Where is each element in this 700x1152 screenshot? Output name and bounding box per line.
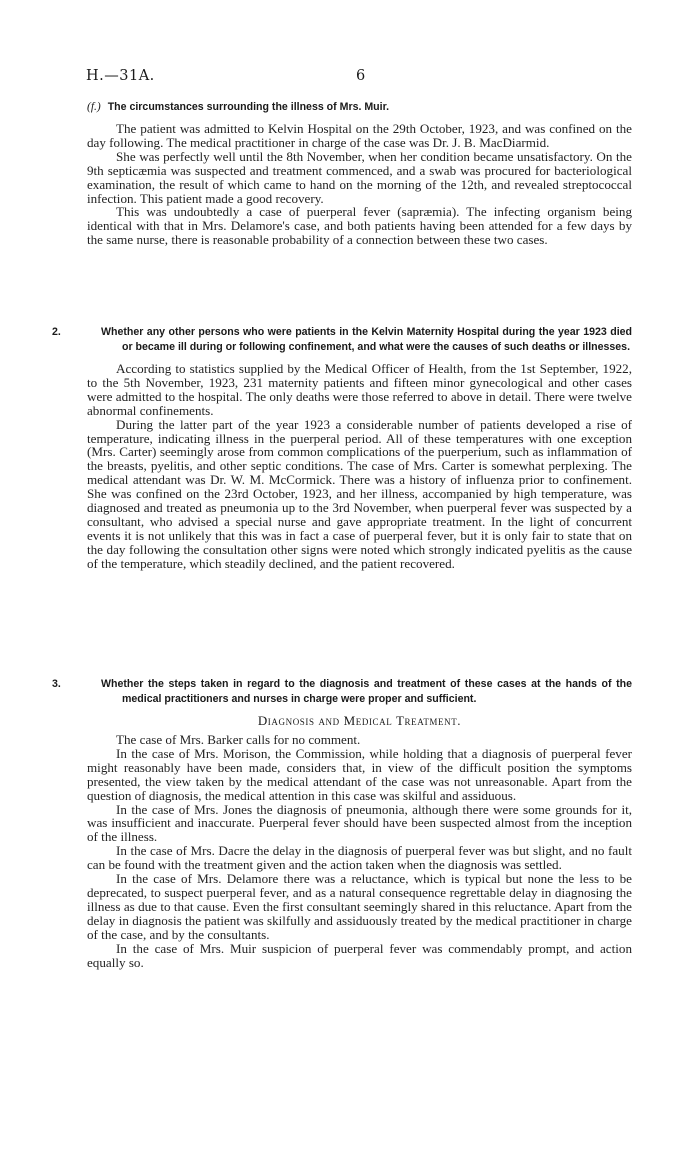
section-f-heading-text: The circumstances surrounding the illness of Mrs. Muir.	[107, 101, 390, 113]
section-3-body	[87, 733, 632, 969]
paragraph: The case of Mrs. Barker calls for no comment.	[116, 732, 361, 747]
paragraph: This was undoubtedly a case of puerperal fever (sapræmia). The infecting organism being identical with that in Mrs. Delamore's case, and both patients having been attended for a few days by the same nurse, there is reasonable probability of a connection between these two cases.	[87, 204, 632, 248]
section-2	[52, 325, 632, 571]
section-3-heading: 3. Whether the steps taken in regard to the diagnosis and treatment of these cases at the hands of the medical practitioners and nurses in charge were proper and sufficient.	[52, 678, 632, 705]
section-f-label: (f.)	[87, 101, 101, 113]
section-3-subheading: Diagnosis and Medical Treatment.	[257, 713, 462, 728]
section-f-heading	[87, 100, 632, 114]
page-header	[86, 68, 631, 88]
section-3	[52, 677, 632, 970]
paragraph: The patient was admitted to Kelvin Hospital on the 29th October, 1923, and was confined on the day following. The medical practitioner in charge of the case was Dr. J. B. MacDiarmid.	[87, 121, 632, 150]
section-f	[87, 100, 632, 247]
paragraph: According to statistics supplied by the Medical Officer of Health, from the 1st September, 1922, to the 5th November, 1923, 231 maternity patients and fifteen minor gynecological and other cases were admitted to the hospital. The only deaths were those referred to above in detail. There were twelve abnormal confinements.	[87, 361, 632, 418]
paragraph: During the latter part of the year 1923 a considerable number of patients developed a rise of temperature, indicating illness in the puerperal period. All of these temperatures with one exception (Mrs. Carter) seemingly arose from common complications of the puerperium, such as inflammation of the breasts, pyelitis, and other septic conditions. The case of Mrs. Carter is somewhat perplexing. The medical attendant was Dr. W. M. McCormick. There was a history of influenza prior to confinement. She was confined on the 23rd October, 1923, and her illness, accompanied by high temperature, was diagnosed and treated as pneumonia up to the 3rd November, when puerperal fever was suspected by a consultant, who advised a special nurse and gave appropriate treatment. In the light of concurrent events it is not unlikely that this was in fact a case of puerperal fever, but it is only fair to state that on the day following the consultation other signs were noted which strongly indicated pyelitis as the cause of the temperature, which steadily declined, and the patient recovered.	[87, 416, 632, 571]
page-number: 6	[356, 68, 366, 84]
section-2-heading-text: Whether any other persons who were patients in the Kelvin Maternity Hospital during the year 1923 died or became ill during or following confinement, and what were the causes of such deaths or illnesses.	[101, 326, 632, 353]
paragraph: In the case of Mrs. Delamore there was a reluctance, which is typical but none the less to be deprecated, to suspect puerperal fever, and as a natural consequence regrettable delay in diagnosing the illness as due to that cause. Even the first consultant seemingly shared in this reluctance. Apart from the delay in diagnosis the patient was skilfully and assiduously treated by the medical practitioner in charge of the case, and by the consultants.	[87, 871, 632, 942]
section-3-heading-text: Whether the steps taken in regard to the diagnosis and treatment of these cases at the hands of the medical practitioners and nurses in charge were proper and sufficient.	[101, 678, 632, 705]
paragraph: In the case of Mrs. Dacre the delay in the diagnosis of puerperal fever was but slight, and no fault can be found with the treatment given and the action taken when the diagnosis was settled.	[87, 843, 632, 873]
paragraph: She was perfectly well until the 8th November, when her condition became unsatisfactory. On the 9th septicæmia was suspected and treatment commenced, and a swab was procured for bacteriological examination, the result of which came to hand on the morning of the 12th, and revealed streptococcal infection. This patient made a good recovery.	[87, 148, 632, 206]
section-2-body	[87, 362, 632, 571]
paragraph: In the case of Mrs. Muir suspicion of puerperal fever was commendably prompt, and action equally so.	[87, 940, 632, 970]
paragraph: In the case of Mrs. Morison, the Commission, while holding that a diagnosis of puerperal fever might reasonably have been made, considers that, in view of the difficult position the symptoms presented, the view taken by the medical attendant of the case was not unreasonable. Apart from the question of diagnosis, the medical attention in this case was skilful and assiduous.	[87, 745, 632, 803]
paragraph: In the case of Mrs. Jones the diagnosis of pneumonia, although there were some grounds for it, was insufficient and inaccurate. Puerperal fever should have been suspected almost from the inception of the illness.	[87, 801, 632, 845]
section-f-body	[87, 122, 632, 247]
report-reference: H.—31A.	[86, 68, 155, 84]
section-2-heading: 2. Whether any other persons who were patients in the Kelvin Maternity Hospital during the year 1923 died or became ill during or following confinement, and what were the causes of such deaths or illnesses.	[52, 326, 632, 353]
